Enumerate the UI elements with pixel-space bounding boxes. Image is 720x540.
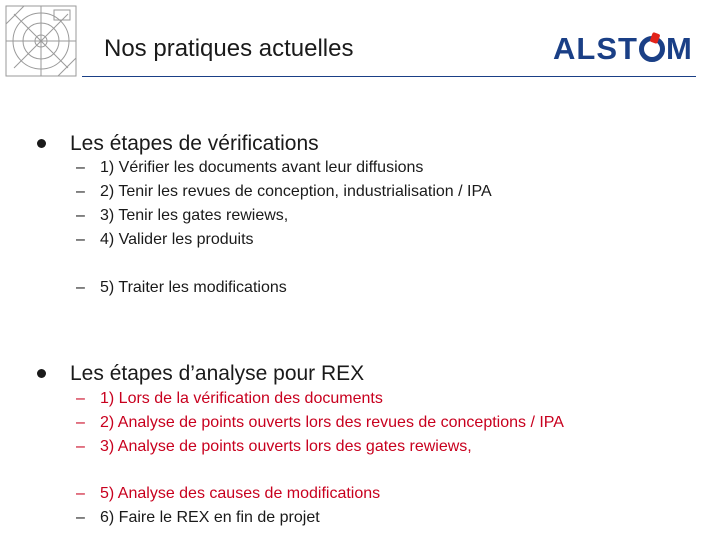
dash-marker: – <box>76 159 85 176</box>
brand-text-right: M <box>665 31 693 66</box>
technical-drawing-icon <box>4 4 82 80</box>
dash-marker: – <box>76 231 85 248</box>
alstom-logo <box>553 32 693 66</box>
list-item-text: 2) Analyse de points ouverts lors des revues de conceptions / IPA <box>100 414 564 431</box>
brand-text-left: ALST <box>553 31 638 66</box>
bullet-dot-icon <box>37 139 46 148</box>
list-item <box>76 206 288 226</box>
list-item <box>76 484 380 504</box>
section-heading-verifications: Les étapes de vérifications <box>70 132 319 155</box>
list-item <box>76 437 472 457</box>
list-item <box>76 230 254 250</box>
list-item <box>76 508 320 528</box>
list-item-text: 5) Analyse des causes de modifications <box>100 485 381 502</box>
list-item <box>76 182 492 202</box>
dash-marker: – <box>76 414 85 431</box>
dash-marker: – <box>76 183 85 200</box>
dash-marker: – <box>76 509 85 526</box>
dash-marker: – <box>76 485 85 502</box>
list-item-text: 1) Lors de la vérification des documents <box>100 390 383 407</box>
list-item-text: 1) Vérifier les documents avant leur diffusions <box>100 159 424 176</box>
list-item <box>76 389 383 409</box>
list-item-text: 6) Faire le REX en fin de projet <box>100 509 320 526</box>
brand-o-swoosh-icon <box>639 36 665 62</box>
dash-marker: – <box>76 390 85 407</box>
list-item <box>76 278 287 298</box>
bullet-dot-icon <box>37 369 46 378</box>
list-item-text: 2) Tenir les revues de conception, industrialisation / IPA <box>100 183 492 200</box>
list-item <box>76 158 423 178</box>
section-heading-rex: Les étapes d’analyse pour REX <box>70 362 365 385</box>
list-item-text: 3) Tenir les gates rewiews, <box>100 207 289 224</box>
dash-marker: – <box>76 207 85 224</box>
dash-marker: – <box>76 438 85 455</box>
list-item-text: 4) Valider les produits <box>100 231 254 248</box>
dash-marker: – <box>76 279 85 296</box>
list-item-text: 3) Analyse de points ouverts lors des gates rewiews, <box>100 438 472 455</box>
list-item <box>76 413 564 433</box>
title-divider <box>82 76 696 77</box>
page-title: Nos pratiques actuelles <box>104 35 354 62</box>
list-item-text: 5) Traiter les modifications <box>100 279 287 296</box>
